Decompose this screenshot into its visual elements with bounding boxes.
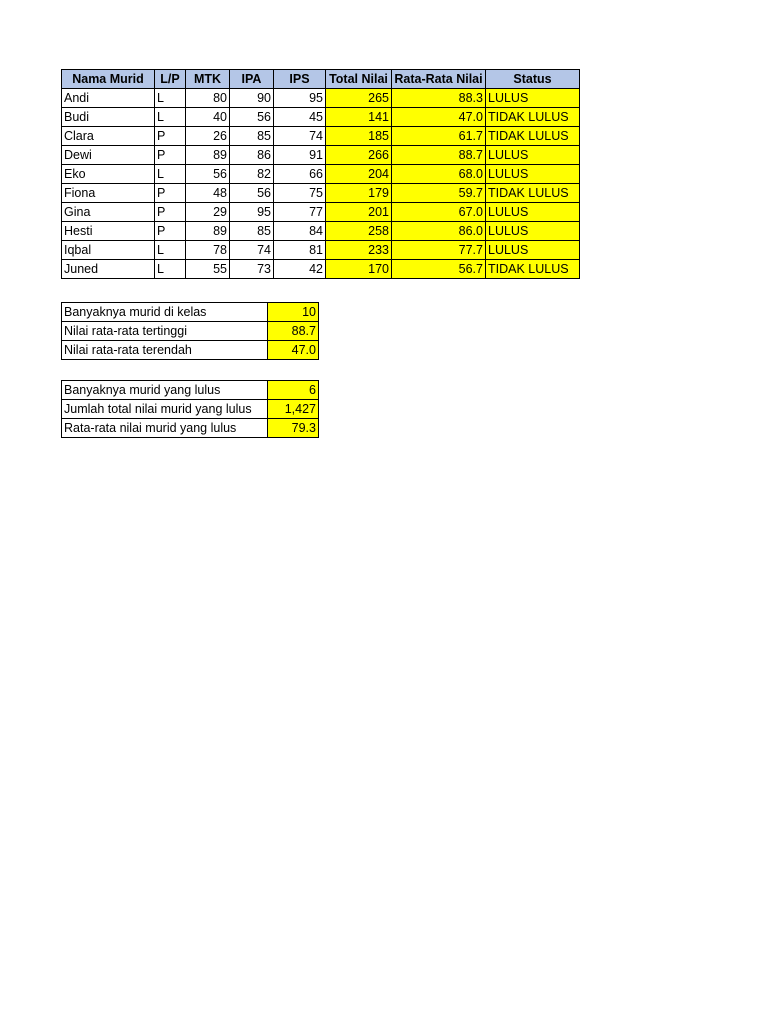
cell-lp[interactable]: P: [155, 127, 186, 146]
cell-ipa[interactable]: 85: [230, 127, 274, 146]
cell-status[interactable]: TIDAK LULUS: [486, 260, 580, 279]
cell-total-nilai[interactable]: 265: [326, 89, 392, 108]
header-ipa[interactable]: IPA: [230, 70, 274, 89]
cell-lp[interactable]: P: [155, 146, 186, 165]
cell-lp[interactable]: L: [155, 89, 186, 108]
cell-status[interactable]: TIDAK LULUS: [486, 184, 580, 203]
cell-rata-rata-nilai[interactable]: 86.0: [392, 222, 486, 241]
cell-mtk[interactable]: 40: [186, 108, 230, 127]
cell-ips[interactable]: 75: [274, 184, 326, 203]
header-rata-rata-nilai[interactable]: Rata-Rata Nilai: [392, 70, 486, 89]
cell-status[interactable]: LULUS: [486, 222, 580, 241]
cell-mtk[interactable]: 55: [186, 260, 230, 279]
cell-mtk[interactable]: 80: [186, 89, 230, 108]
student-grades-table: [61, 69, 580, 279]
summary-row: [62, 341, 319, 360]
cell-mtk[interactable]: 48: [186, 184, 230, 203]
cell-ips[interactable]: 74: [274, 127, 326, 146]
cell-lp[interactable]: P: [155, 184, 186, 203]
cell-rata-rata-nilai[interactable]: 59.7: [392, 184, 486, 203]
header-total-nilai[interactable]: Total Nilai: [326, 70, 392, 89]
cell-ips[interactable]: 81: [274, 241, 326, 260]
cell-ips[interactable]: 42: [274, 260, 326, 279]
summary-value[interactable]: 10: [268, 303, 319, 322]
table-row: [62, 241, 580, 260]
cell-status[interactable]: LULUS: [486, 146, 580, 165]
cell-rata-rata-nilai[interactable]: 77.7: [392, 241, 486, 260]
cell-total-nilai[interactable]: 185: [326, 127, 392, 146]
cell-total-nilai[interactable]: 201: [326, 203, 392, 222]
cell-rata-rata-nilai[interactable]: 56.7: [392, 260, 486, 279]
table-row: [62, 127, 580, 146]
table-row: [62, 184, 580, 203]
header-status[interactable]: Status: [486, 70, 580, 89]
cell-ipa[interactable]: 95: [230, 203, 274, 222]
cell-lp[interactable]: L: [155, 260, 186, 279]
cell-status[interactable]: LULUS: [486, 241, 580, 260]
summary-value[interactable]: 1,427: [268, 400, 319, 419]
cell-status[interactable]: LULUS: [486, 165, 580, 184]
cell-total-nilai[interactable]: 233: [326, 241, 392, 260]
cell-ipa[interactable]: 73: [230, 260, 274, 279]
cell-nama-murid[interactable]: Gina: [62, 203, 155, 222]
summary-row: [62, 322, 319, 341]
cell-rata-rata-nilai[interactable]: 68.0: [392, 165, 486, 184]
summary-label[interactable]: Nilai rata-rata terendah: [62, 341, 268, 360]
cell-lp[interactable]: P: [155, 203, 186, 222]
cell-ips[interactable]: 77: [274, 203, 326, 222]
cell-ipa[interactable]: 82: [230, 165, 274, 184]
cell-total-nilai[interactable]: 204: [326, 165, 392, 184]
table-row: [62, 165, 580, 184]
header-row: [62, 70, 580, 89]
table-row: [62, 260, 580, 279]
cell-ips[interactable]: 91: [274, 146, 326, 165]
summary-label[interactable]: Banyaknya murid di kelas: [62, 303, 268, 322]
cell-nama-murid[interactable]: Clara: [62, 127, 155, 146]
cell-total-nilai[interactable]: 179: [326, 184, 392, 203]
cell-ipa[interactable]: 56: [230, 108, 274, 127]
cell-rata-rata-nilai[interactable]: 88.3: [392, 89, 486, 108]
cell-nama-murid[interactable]: Dewi: [62, 146, 155, 165]
cell-status[interactable]: LULUS: [486, 89, 580, 108]
summary-value[interactable]: 79.3: [268, 419, 319, 438]
cell-nama-murid[interactable]: Iqbal: [62, 241, 155, 260]
table-row: [62, 89, 580, 108]
cell-ips[interactable]: 66: [274, 165, 326, 184]
cell-mtk[interactable]: 26: [186, 127, 230, 146]
cell-mtk[interactable]: 29: [186, 203, 230, 222]
table-body: [62, 89, 580, 279]
summary-label[interactable]: Rata-rata nilai murid yang lulus: [62, 419, 268, 438]
cell-nama-murid[interactable]: Eko: [62, 165, 155, 184]
cell-lp[interactable]: L: [155, 108, 186, 127]
cell-mtk[interactable]: 56: [186, 165, 230, 184]
cell-ipa[interactable]: 90: [230, 89, 274, 108]
cell-ipa[interactable]: 74: [230, 241, 274, 260]
summary-value[interactable]: 6: [268, 381, 319, 400]
cell-ipa[interactable]: 56: [230, 184, 274, 203]
cell-ipa[interactable]: 86: [230, 146, 274, 165]
header-ips[interactable]: IPS: [274, 70, 326, 89]
cell-nama-murid[interactable]: Juned: [62, 260, 155, 279]
summary-row: [62, 400, 319, 419]
cell-ips[interactable]: 45: [274, 108, 326, 127]
cell-rata-rata-nilai[interactable]: 47.0: [392, 108, 486, 127]
summary-label[interactable]: Nilai rata-rata tertinggi: [62, 322, 268, 341]
cell-status[interactable]: LULUS: [486, 203, 580, 222]
cell-status[interactable]: TIDAK LULUS: [486, 108, 580, 127]
cell-total-nilai[interactable]: 258: [326, 222, 392, 241]
cell-status[interactable]: TIDAK LULUS: [486, 127, 580, 146]
cell-lp[interactable]: L: [155, 165, 186, 184]
cell-nama-murid[interactable]: Fiona: [62, 184, 155, 203]
cell-total-nilai[interactable]: 170: [326, 260, 392, 279]
class-summary-body: [62, 303, 319, 360]
class-summary-table: [61, 302, 319, 360]
table-row: [62, 108, 580, 127]
cell-rata-rata-nilai[interactable]: 88.7: [392, 146, 486, 165]
cell-nama-murid[interactable]: Andi: [62, 89, 155, 108]
passing-summary-table: [61, 380, 319, 438]
summary-label[interactable]: Banyaknya murid yang lulus: [62, 381, 268, 400]
cell-lp[interactable]: P: [155, 222, 186, 241]
summary-row: [62, 419, 319, 438]
cell-mtk[interactable]: 78: [186, 241, 230, 260]
summary-value[interactable]: 88.7: [268, 322, 319, 341]
table-row: [62, 146, 580, 165]
header-lp[interactable]: L/P: [155, 70, 186, 89]
cell-ips[interactable]: 95: [274, 89, 326, 108]
header-mtk[interactable]: MTK: [186, 70, 230, 89]
cell-nama-murid[interactable]: Budi: [62, 108, 155, 127]
cell-mtk[interactable]: 89: [186, 146, 230, 165]
cell-lp[interactable]: L: [155, 241, 186, 260]
passing-summary-body: [62, 381, 319, 438]
cell-nama-murid[interactable]: Hesti: [62, 222, 155, 241]
cell-ips[interactable]: 84: [274, 222, 326, 241]
cell-total-nilai[interactable]: 141: [326, 108, 392, 127]
cell-total-nilai[interactable]: 266: [326, 146, 392, 165]
summary-row: [62, 303, 319, 322]
summary-row: [62, 381, 319, 400]
summary-label[interactable]: Jumlah total nilai murid yang lulus: [62, 400, 268, 419]
table-row: [62, 222, 580, 241]
cell-rata-rata-nilai[interactable]: 61.7: [392, 127, 486, 146]
cell-ipa[interactable]: 85: [230, 222, 274, 241]
cell-rata-rata-nilai[interactable]: 67.0: [392, 203, 486, 222]
table-row: [62, 203, 580, 222]
summary-value[interactable]: 47.0: [268, 341, 319, 360]
header-nama-murid[interactable]: Nama Murid: [62, 70, 155, 89]
cell-mtk[interactable]: 89: [186, 222, 230, 241]
